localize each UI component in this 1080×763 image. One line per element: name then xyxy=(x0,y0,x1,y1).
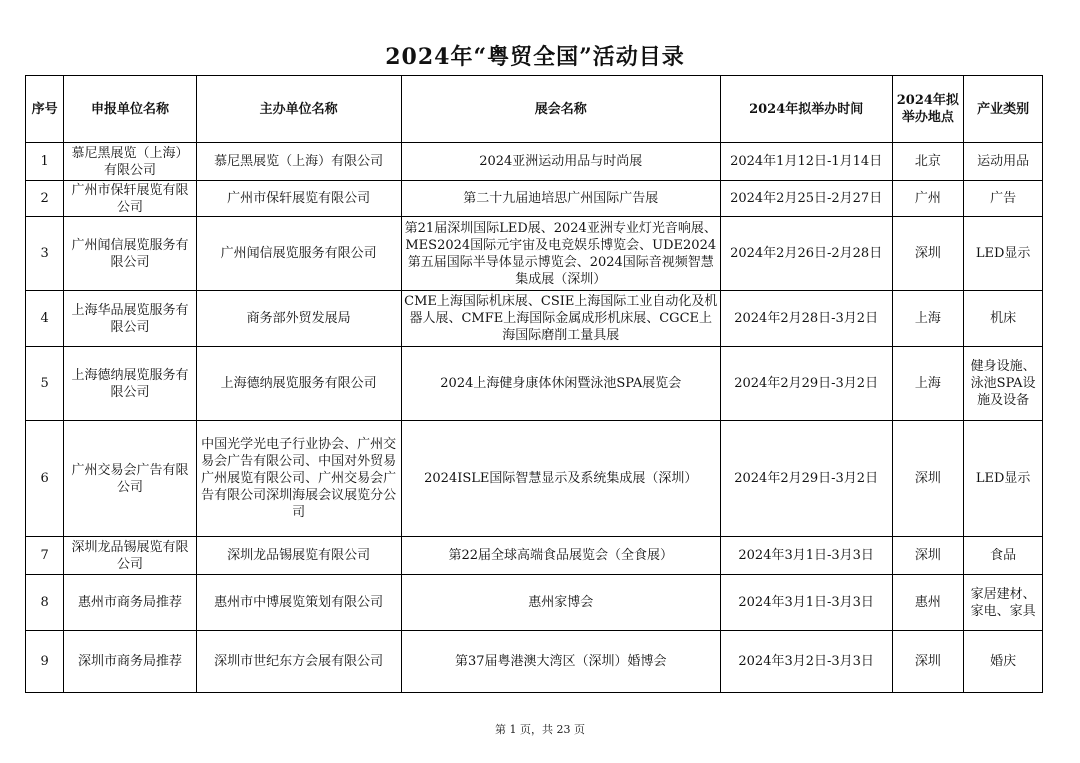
cell-organizer: 深圳市世纪东方会展有限公司 xyxy=(196,631,401,693)
cell-applicant: 深圳市商务局推荐 xyxy=(64,631,196,693)
cell-seq: 8 xyxy=(26,575,64,631)
page-footer: 第 1 页，共 23 页 xyxy=(495,723,585,736)
cell-time: 2024年2月28日-3月2日 xyxy=(720,291,892,347)
cell-applicant: 广州闻信展览服务有限公司 xyxy=(64,217,196,291)
cell-applicant: 上海德纳展览服务有限公司 xyxy=(64,347,196,421)
cell-industry: LED显示 xyxy=(964,217,1043,291)
cell-exhibition: 第21届深圳国际LED展、2024亚洲专业灯光音响展、MES2024国际元宇宙及电竞娱乐博览会、UDE2024第五届国际半导体显示博览会、2024国际音视频智慧集成展（深圳） xyxy=(401,217,720,291)
cell-industry: 机床 xyxy=(964,291,1043,347)
cell-seq: 3 xyxy=(26,217,64,291)
cell-organizer: 广州闻信展览服务有限公司 xyxy=(196,217,401,291)
cell-exhibition: 第22届全球高端食品展览会（全食展） xyxy=(401,537,720,575)
cell-location: 深圳 xyxy=(892,217,964,291)
cell-applicant: 广州市保轩展览有限公司 xyxy=(64,181,196,217)
table-header-row xyxy=(26,76,1043,143)
cell-time: 2024年2月26日-2月28日 xyxy=(720,217,892,291)
cell-seq: 4 xyxy=(26,291,64,347)
cell-time: 2024年3月2日-3月3日 xyxy=(720,631,892,693)
cell-organizer: 深圳龙品锡展览有限公司 xyxy=(196,537,401,575)
cell-industry: 运动用品 xyxy=(964,143,1043,181)
table-row xyxy=(26,181,1043,217)
cell-seq: 1 xyxy=(26,143,64,181)
cell-industry: 食品 xyxy=(964,537,1043,575)
cell-applicant: 惠州市商务局推荐 xyxy=(64,575,196,631)
cell-applicant: 慕尼黑展览（上海）有限公司 xyxy=(64,143,196,181)
cell-location: 深圳 xyxy=(892,537,964,575)
cell-location: 北京 xyxy=(892,143,964,181)
cell-exhibition: CME上海国际机床展、CSIE上海国际工业自动化及机器人展、CMFE上海国际金属成形机床展、CGCE上海国际磨削工量具展 xyxy=(401,291,720,347)
header-organizer: 主办单位名称 xyxy=(196,76,401,143)
cell-location: 广州 xyxy=(892,181,964,217)
table-row xyxy=(26,631,1043,693)
cell-time: 2024年1月12日-1月14日 xyxy=(720,143,892,181)
cell-exhibition: 2024ISLE国际智慧显示及系统集成展（深圳） xyxy=(401,421,720,537)
cell-industry: 家居建材、家电、家具 xyxy=(964,575,1043,631)
table-row xyxy=(26,347,1043,421)
header-industry: 产业类别 xyxy=(964,76,1043,143)
header-location: 2024年拟举办地点 xyxy=(892,76,964,143)
cell-time: 2024年3月1日-3月3日 xyxy=(720,575,892,631)
cell-applicant: 深圳龙品锡展览有限公司 xyxy=(64,537,196,575)
cell-industry: 婚庆 xyxy=(964,631,1043,693)
cell-organizer: 中国光学光电子行业协会、广州交易会广告有限公司、中国对外贸易广州展览有限公司、广州交易会广告有限公司深圳海展会议展览分公司 xyxy=(196,421,401,537)
cell-organizer: 上海德纳展览服务有限公司 xyxy=(196,347,401,421)
cell-industry: LED显示 xyxy=(964,421,1043,537)
cell-applicant: 上海华品展览服务有限公司 xyxy=(64,291,196,347)
cell-location: 上海 xyxy=(892,291,964,347)
cell-location: 惠州 xyxy=(892,575,964,631)
cell-exhibition: 惠州家博会 xyxy=(401,575,720,631)
cell-time: 2024年2月29日-3月2日 xyxy=(720,347,892,421)
cell-time: 2024年2月29日-3月2日 xyxy=(720,421,892,537)
cell-industry: 广告 xyxy=(964,181,1043,217)
cell-seq: 2 xyxy=(26,181,64,217)
header-applicant: 申报单位名称 xyxy=(64,76,196,143)
table-row xyxy=(26,421,1043,537)
cell-organizer: 慕尼黑展览（上海）有限公司 xyxy=(196,143,401,181)
table-row xyxy=(26,217,1043,291)
cell-exhibition: 第二十九届迪培思广州国际广告展 xyxy=(401,181,720,217)
cell-seq: 5 xyxy=(26,347,64,421)
cell-organizer: 商务部外贸发展局 xyxy=(196,291,401,347)
activity-table xyxy=(25,75,1043,693)
cell-seq: 7 xyxy=(26,537,64,575)
cell-exhibition: 第37届粤港澳大湾区（深圳）婚博会 xyxy=(401,631,720,693)
cell-exhibition: 2024上海健身康体休闲暨泳池SPA展览会 xyxy=(401,347,720,421)
cell-time: 2024年2月25日-2月27日 xyxy=(720,181,892,217)
cell-applicant: 广州交易会广告有限公司 xyxy=(64,421,196,537)
table-row xyxy=(26,291,1043,347)
cell-location: 上海 xyxy=(892,347,964,421)
table-row xyxy=(26,575,1043,631)
cell-exhibition: 2024亚洲运动用品与时尚展 xyxy=(401,143,720,181)
cell-location: 深圳 xyxy=(892,421,964,537)
header-exhibition: 展会名称 xyxy=(401,76,720,143)
header-time: 2024年拟举办时间 xyxy=(720,76,892,143)
cell-seq: 6 xyxy=(26,421,64,537)
cell-time: 2024年3月1日-3月3日 xyxy=(720,537,892,575)
table-row xyxy=(26,537,1043,575)
cell-location: 深圳 xyxy=(892,631,964,693)
table-row xyxy=(26,143,1043,181)
cell-organizer: 惠州市中博展览策划有限公司 xyxy=(196,575,401,631)
cell-seq: 9 xyxy=(26,631,64,693)
cell-organizer: 广州市保轩展览有限公司 xyxy=(196,181,401,217)
page-title: 2024年“粤贸全国”活动目录 xyxy=(385,44,685,70)
cell-industry: 健身设施、泳池SPA设施及设备 xyxy=(964,347,1043,421)
header-seq: 序号 xyxy=(26,76,64,143)
